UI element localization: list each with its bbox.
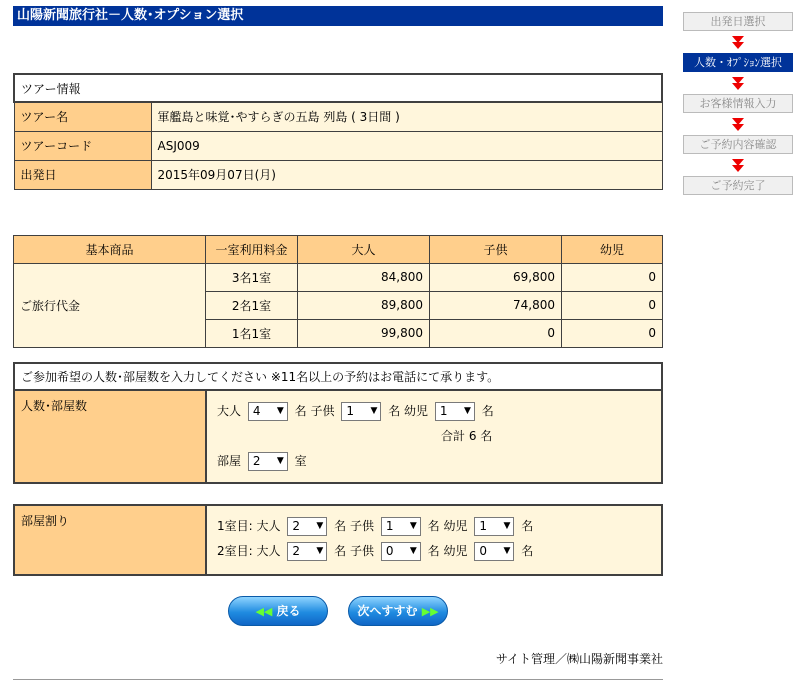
room1-child-select[interactable]: 1 ▼ (381, 517, 421, 536)
down-arrow-icon (683, 72, 793, 94)
room-type: 1名1室 (206, 319, 298, 347)
main-content (13, 6, 663, 680)
progress-steps (683, 12, 793, 195)
tour-info-table (13, 73, 663, 190)
room-name: 2室目: 大人 (217, 543, 281, 558)
room-type: 2名1室 (206, 291, 298, 319)
infant-unit: 名 (481, 403, 494, 418)
next-button[interactable]: 次へすすむ ▶▶ (348, 596, 448, 626)
child-unit: 名 (388, 403, 401, 418)
page-title: 山陽新聞旅行社－人数･オプション選択 (13, 6, 663, 26)
price-header-adult: 大人 (298, 235, 430, 263)
people-total: 合計 6 名 (441, 428, 493, 443)
table-row (14, 131, 662, 160)
infant-price: 0 (562, 263, 663, 291)
room-name: 1室目: 大人 (217, 518, 281, 533)
step-customer-info: お客様情報入力 (683, 94, 793, 113)
infant-label: 幼児 (404, 403, 429, 418)
room-allocation-section (13, 504, 663, 576)
price-header-product: 基本商品 (14, 235, 206, 263)
room2-child-select[interactable]: 0 ▼ (381, 542, 421, 561)
room-allocation-label: 部屋割り (15, 506, 207, 574)
down-arrow-icon (683, 113, 793, 135)
child-price: 69,800 (430, 263, 562, 291)
dropdown-arrow-icon: ▼ (276, 405, 284, 416)
double-right-arrow-icon: ▶▶ (421, 604, 439, 618)
price-header-infant: 幼児 (562, 235, 663, 263)
adult-price: 84,800 (298, 263, 430, 291)
room-type: 3名1室 (206, 263, 298, 291)
price-product-label: ご旅行代金 (14, 263, 206, 347)
infant-price: 0 (562, 319, 663, 347)
back-button[interactable]: ◀◀ 戻る (228, 596, 328, 626)
nav-buttons (13, 596, 663, 630)
adult-price: 99,800 (298, 319, 430, 347)
down-arrow-icon (683, 31, 793, 53)
departure-date-value: 2015年09月07日(月) (151, 160, 662, 189)
tour-name-value: 軍艦島と味覚･やすらぎの五島 列島 ( 3日間 ) (151, 102, 662, 131)
adult-label: 大人 (217, 403, 242, 418)
price-header-child: 子供 (430, 235, 562, 263)
tour-code-value: ASJ009 (151, 131, 662, 160)
people-heading: ご参加希望の人数･部屋数を入力してください ※11名以上の予約はお電話にて承ります。 (15, 364, 661, 391)
child-price: 0 (430, 319, 562, 347)
room-allocation-row: 1室目: 大人 2 ▼ 名 子供 1 ▼ 名 幼児 1 ▼ 名 (217, 514, 651, 539)
adult-unit: 名 (294, 403, 307, 418)
step-people-options: 人数・ｵﾌﾟｼｮﾝ選択 (683, 53, 793, 72)
adult-price: 89,800 (298, 291, 430, 319)
child-price: 74,800 (430, 291, 562, 319)
dropdown-arrow-icon: ▼ (409, 520, 417, 531)
room2-adult-select[interactable]: 2 ▼ (287, 542, 327, 561)
infant-price: 0 (562, 291, 663, 319)
child-label: 子供 (310, 403, 335, 418)
room1-adult-select[interactable]: 2 ▼ (287, 517, 327, 536)
dropdown-arrow-icon: ▼ (503, 520, 511, 531)
table-row (14, 102, 662, 131)
dropdown-arrow-icon: ▼ (316, 545, 324, 556)
step-confirm: ご予約内容確認 (683, 135, 793, 154)
footer-text: サイト管理／㈱山陽新聞事業社 (495, 651, 663, 666)
room1-infant-select[interactable]: 1 ▼ (474, 517, 514, 536)
double-left-arrow-icon: ◀◀ (255, 604, 273, 618)
dropdown-arrow-icon: ▼ (316, 520, 324, 531)
infant-count-select[interactable]: 1 ▼ (435, 402, 475, 421)
tour-info-heading: ツアー情報 (14, 74, 662, 102)
room-unit: 室 (294, 453, 307, 468)
dropdown-arrow-icon: ▼ (276, 455, 284, 466)
people-label: 人数･部屋数 (15, 391, 207, 482)
price-table (13, 235, 663, 348)
child-count-select[interactable]: 1 ▼ (341, 402, 381, 421)
table-row (14, 263, 663, 291)
room-label: 部屋 (217, 453, 242, 468)
people-section (13, 362, 663, 484)
room-allocation-row: 2室目: 大人 2 ▼ 名 子供 0 ▼ 名 幼児 0 ▼ 名 (217, 539, 651, 564)
dropdown-arrow-icon: ▼ (463, 405, 471, 416)
room2-infant-select[interactable]: 0 ▼ (474, 542, 514, 561)
room-count-select[interactable]: 2 ▼ (248, 452, 288, 471)
adult-count-select[interactable]: 4 ▼ (248, 402, 288, 421)
departure-date-label: 出発日 (14, 160, 151, 189)
step-complete: ご予約完了 (683, 176, 793, 195)
down-arrow-icon (683, 154, 793, 176)
tour-code-label: ツアーコード (14, 131, 151, 160)
dropdown-arrow-icon: ▼ (503, 545, 511, 556)
tour-name-label: ツアー名 (14, 102, 151, 131)
price-header-room: 一室利用料金 (206, 235, 298, 263)
dropdown-arrow-icon: ▼ (409, 545, 417, 556)
table-row (14, 160, 662, 189)
dropdown-arrow-icon: ▼ (370, 405, 378, 416)
step-departure-date: 出発日選択 (683, 12, 793, 31)
footer-divider (13, 679, 663, 680)
